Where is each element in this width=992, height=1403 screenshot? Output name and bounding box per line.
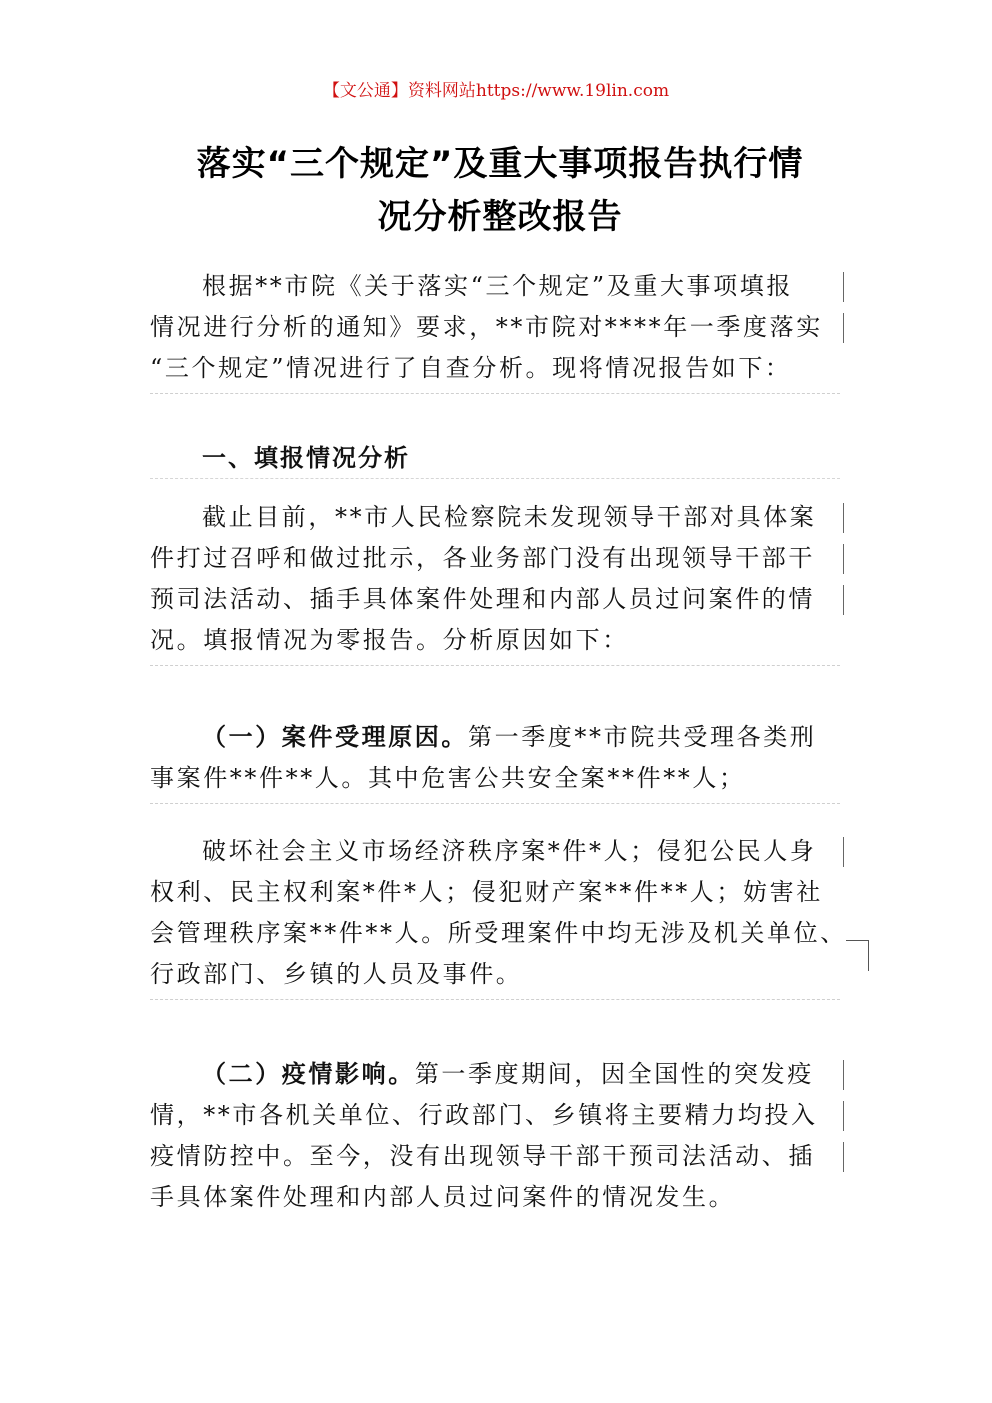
text-line: 截止目前，**市人民检察院未发现领导干部对具体案 <box>150 497 840 538</box>
text-line: （一）案件受理原因。第一季度**市院共受理各类刑 <box>202 723 817 751</box>
text-line: 件打过召呼和做过批示，各业务部门没有出现领导干部干 <box>150 538 840 579</box>
revision-mark <box>843 1142 844 1172</box>
section-heading: 一、填报情况分析 <box>202 444 410 472</box>
intro-paragraph <box>150 266 840 394</box>
revision-mark <box>843 585 844 615</box>
subsection1-continuation <box>150 831 847 1000</box>
text-line: 会管理秩序案**件**人。所受理案件中均无涉及机关单位、 <box>150 919 847 947</box>
text-line: 权利、民主权利案*件*人；侵犯财产案**件**人；妨害社 <box>150 878 823 906</box>
text-line: “三个规定”情况进行了自查分析。现将情况报告如下： <box>150 354 792 382</box>
text-line: 疫情防控中。至今，没有出现领导干部干预司法活动、插 <box>150 1136 840 1177</box>
document-title-line-2: 况分析整改报告 <box>377 197 623 237</box>
revision-mark <box>843 837 844 867</box>
corner-mark <box>846 940 869 971</box>
subsection2-paragraph <box>150 1054 840 1222</box>
text-line: 手具体案件处理和内部人员过问案件的情况发生。 <box>150 1183 736 1211</box>
text-line: 情，**市各机关单位、行政部门、乡镇将主要精力均投入 <box>150 1095 840 1136</box>
revision-mark <box>843 1101 844 1131</box>
subsection-label: （一）案件受理原因。 <box>202 723 468 751</box>
text-line: 行政部门、乡镇的人员及事件。 <box>150 960 523 988</box>
revision-mark <box>843 313 844 343</box>
subsection1-paragraph <box>150 717 840 804</box>
section1-paragraph <box>150 497 840 666</box>
divider <box>150 478 840 479</box>
revision-mark <box>843 544 844 574</box>
source-header: 【文公通】资料网站https://www.19lin.com <box>322 81 670 101</box>
text-line: 破坏社会主义市场经济秩序案*件*人；侵犯公民人身 <box>150 831 840 872</box>
subsection-label: （二）疫情影响。 <box>202 1060 415 1088</box>
text-line: （二）疫情影响。第一季度期间，因全国性的突发疫 <box>150 1054 840 1095</box>
revision-mark <box>843 503 844 533</box>
text-line: 情况进行分析的通知》要求，**市院对****年一季度落实 <box>150 307 840 348</box>
text-line: 根据**市院《关于落实“三个规定”及重大事项填报 <box>150 266 840 307</box>
document-title-line-1: 落实“三个规定”及重大事项报告执行情 <box>196 144 804 184</box>
revision-mark <box>843 272 844 302</box>
text-line: 况。填报情况为零报告。分析原因如下： <box>150 626 629 654</box>
text-line: 事案件**件**人。其中危害公共安全案**件**人； <box>150 764 746 792</box>
text-line: 预司法活动、插手具体案件处理和内部人员过问案件的情 <box>150 579 840 620</box>
revision-mark <box>843 1060 844 1090</box>
